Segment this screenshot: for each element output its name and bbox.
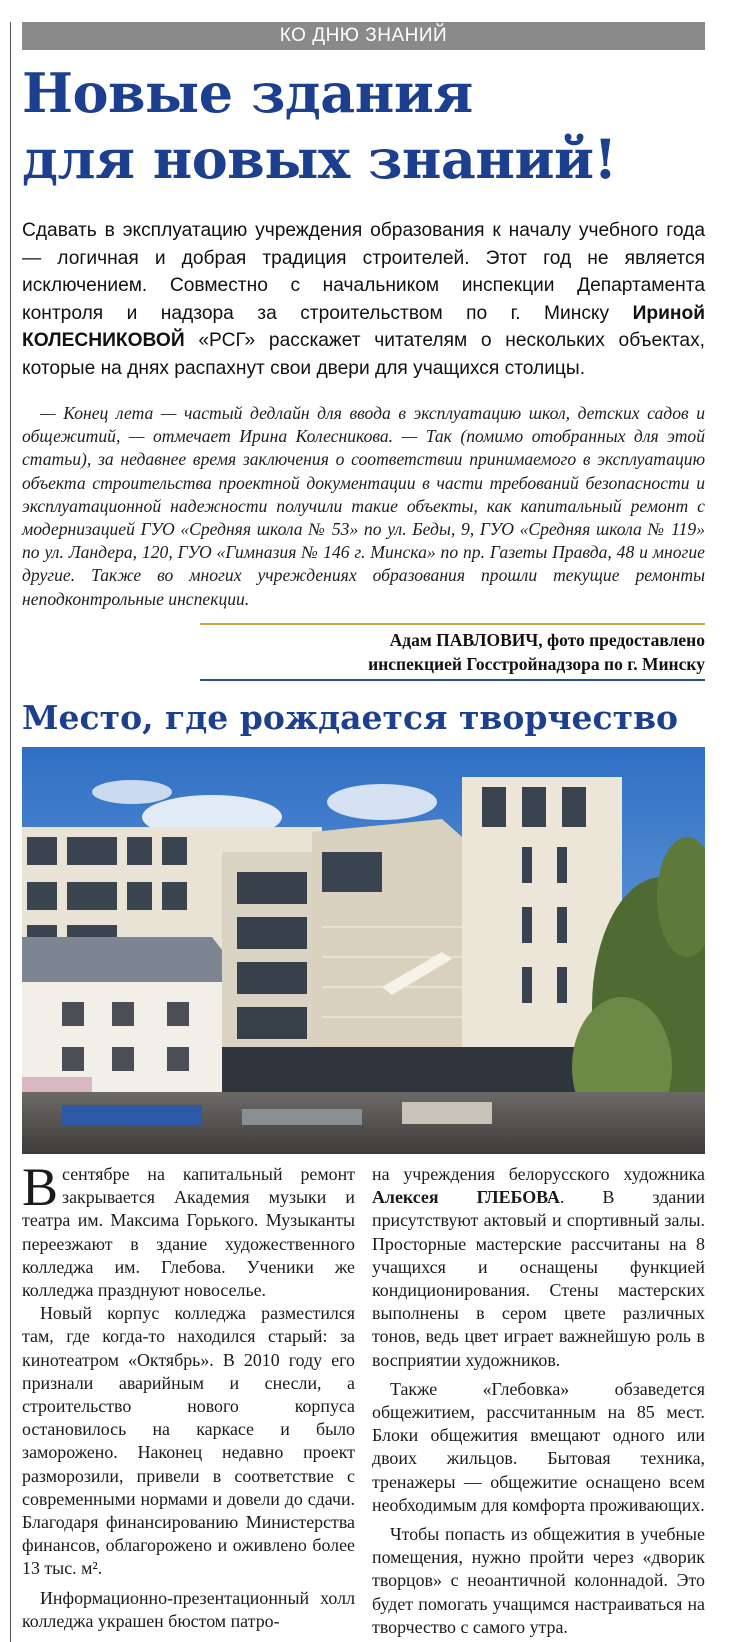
- col-right-paragraph-1: [372, 1163, 705, 1372]
- headline-line-2: для новых знаний!: [22, 127, 617, 191]
- lead-person-name: Ириной КОЛЕСНИКОВОЙ: [22, 302, 705, 352]
- building-photo-illustration: [22, 747, 705, 1154]
- page-left-rule: [10, 22, 11, 1642]
- expert-quote: — Конец лета — частый дедлайн для ввода в эксплуатацию школ, детских садов и общежитий, — отмечает Ирина Колесникова. — Так (помимо отобранных для этой статьи), за недавнее время заключения о соответствии принимаемого в эксплуатацию объекта строительства проектной документации в части требований безопасности и эксплуатационной надежности получили такие объекты, как капитальный ремонт с модернизацией ГУО «Средняя школа № 53» по ул. Беды, 9, ГУО «Средняя школа № 119» по ул. Ландера, 120, ГУО «Гимназия № 146 г. Минска» по пр. Газеты Правда, 48 и многие другие. Также во многих учреждениях образования прошли текущие ремонты неподконтрольные инспекции.: [22, 403, 705, 609]
- byline-line-2: инспекцией Госстройнадзора по г. Минску: [368, 654, 705, 674]
- building-photo: [22, 747, 705, 1154]
- article-headline: [22, 60, 712, 192]
- col-right-text-1a: на учреждения белорусского художника: [372, 1164, 705, 1184]
- col-left-paragraph-2: Новый корпус колледжа разместился там, где когда-то находился старый: за кинотеатром «Октябрь». В 2010 году его признали аварийным и снесли, а строительство нового корпуса остановилось на каркасе и было заморожено. Наконец недавно проект разморозили, привели в соответствие с современными нормами и довели до сдачи. Благодаря финансированию Министерства финансов, облагорожено и оживлено более 13 тыс. м².: [22, 1303, 355, 1579]
- artist-name: Алексея ГЛЕБОВА: [372, 1187, 560, 1208]
- drop-cap: В: [22, 1157, 59, 1217]
- col-left-paragraph-3: Информационно-презентационный холл колледжа украшен бюстом патро-: [22, 1587, 355, 1631]
- byline-top-rule: [200, 623, 705, 625]
- byline-bottom-rule: [200, 679, 705, 681]
- byline-line-1: Адам ПАВЛОВИЧ, фото предоставлено: [389, 630, 705, 650]
- lead-text-1: Сдавать в эксплуатацию учреждения образования к началу учебного года — логичная и добрая традиция строителей. Этот год не является исключением. Совместно с начальником инспекции Департамента контроля и надзора за строительством по г. Минску: [22, 220, 705, 324]
- col-left-paragraph-1: [22, 1157, 355, 1302]
- column-left: [22, 1157, 355, 1633]
- headline-line-1: Новые здания: [22, 61, 473, 125]
- col-right-paragraph-3: Чтобы попасть из общежития в учебные помещения, нужно пройти через «дворик творцов» с неоантичной колоннадой. Это будет помогать учащимся настраиваться на творчество с самого утра.: [372, 1524, 705, 1637]
- lead-text-2: «РСГ» расскажет читателям о нескольких объектах, которые на днях распахнут свои двери для учащихся столицы.: [22, 330, 705, 379]
- section-rubric: КО ДНЮ ЗНАНИЙ: [22, 22, 705, 50]
- col-left-text-1: сентябре на капитальный ремонт закрывается Академия музыки и театра им. Максима Горького. Музыканты переезжают в здание художественного колледжа им. Глебова. Ученики же колледжа празднуют новоселье.: [22, 1164, 355, 1301]
- col-right-text-1b: . В здании присутствуют актовый и спортивный залы. Просторные мастерские рассчитаны на 8 учащихся и оснащены функцией кондиционирования. Стены мастерских выполнены в сером цвете различных тонов, ведь цвет играет важнейшую роль в восприятии художников.: [372, 1187, 705, 1370]
- section-subhead: Место, где рождается творчество: [22, 698, 679, 737]
- article-lead: [22, 217, 705, 383]
- author-byline: [200, 628, 705, 676]
- column-right: [372, 1163, 705, 1639]
- col-right-paragraph-2: Также «Глебовка» обзаведется общежитием, рассчитанным на 85 мест. Блоки общежития вмещают одного или двоих жильцов. Бытовая техника, тренажеры — общежитие оснащено всем необходимым для комфорта проживающих.: [372, 1378, 705, 1515]
